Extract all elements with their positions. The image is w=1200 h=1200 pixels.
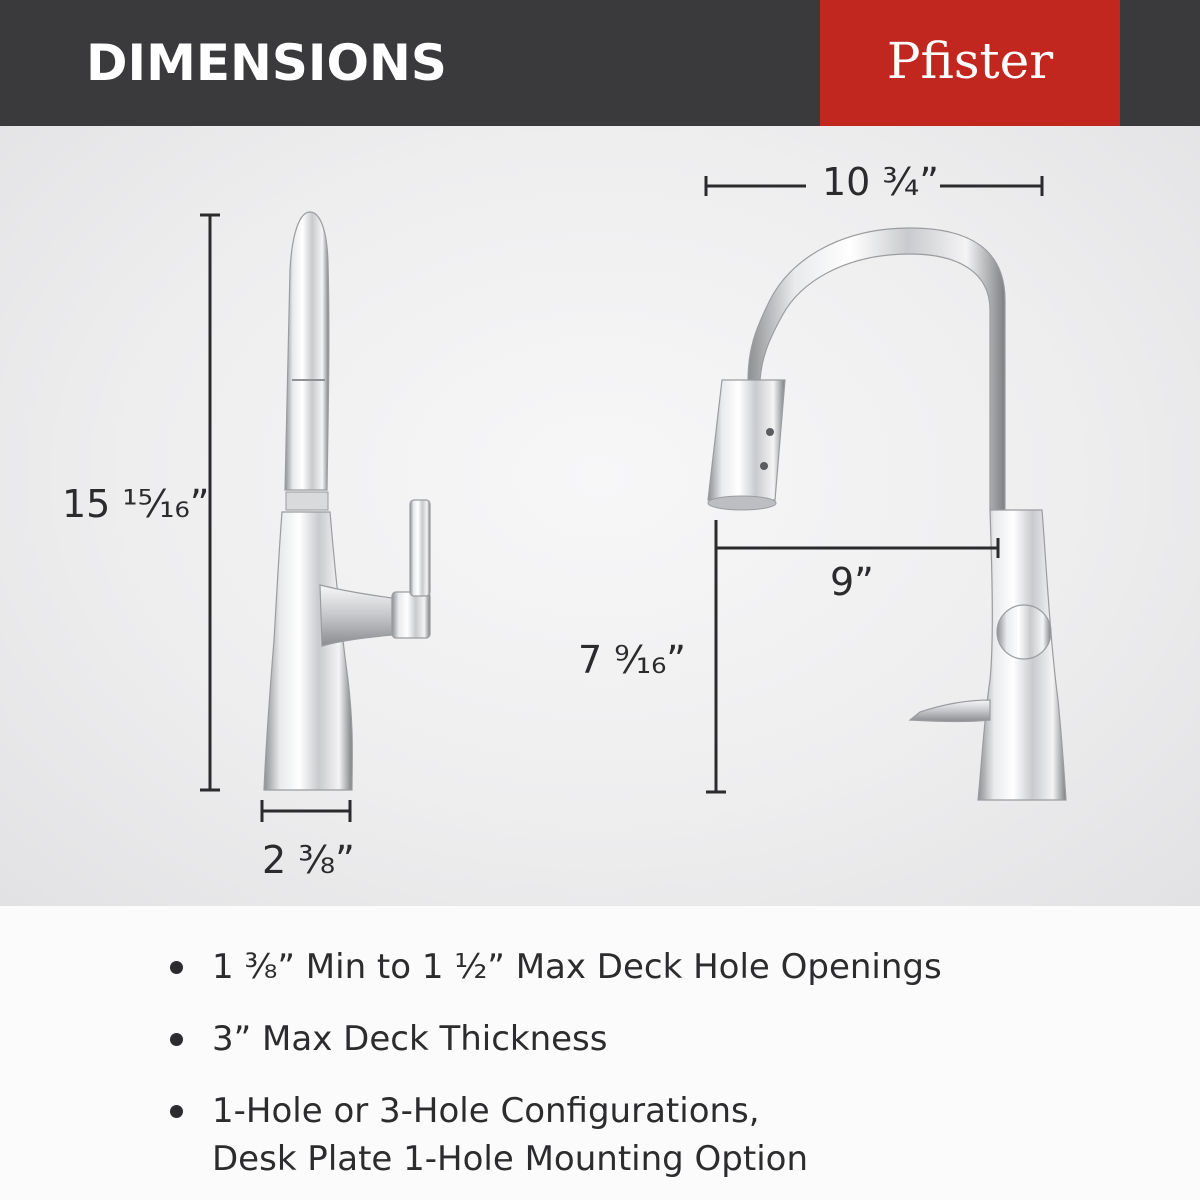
bullet-icon [170,961,183,974]
base-width-label: 2 ³⁄₈” [262,838,355,882]
spout-reach-label: 9” [830,560,874,604]
spec-item: 1 ³⁄₈” Min to 1 ½” Max Deck Hole Openings [212,947,942,987]
spout-height-label: 7 ⁹⁄₁₆” [578,638,686,682]
page-title: DIMENSIONS [86,34,447,92]
brand-badge [820,0,1120,126]
spec-item: 3” Max Deck Thickness [212,1019,608,1059]
total-height-label: 15 ¹⁵⁄₁₆” [62,482,210,526]
bullet-icon [170,1105,183,1118]
dimension-diagram [0,126,1200,906]
spec-item: 1-Hole or 3-Hole Configurations, [212,1091,760,1131]
header-bar [0,0,1200,126]
bullet-icon [170,1033,183,1046]
overall-depth-label: 10 ³⁄₄” [822,160,939,204]
faucet-side-view [264,212,430,790]
brand-logo: Pfister [886,32,1054,90]
faucet-front-view [708,228,1066,800]
specs-panel [0,906,1200,1200]
spec-item-continued: Desk Plate 1-Hole Mounting Option [212,1139,809,1179]
